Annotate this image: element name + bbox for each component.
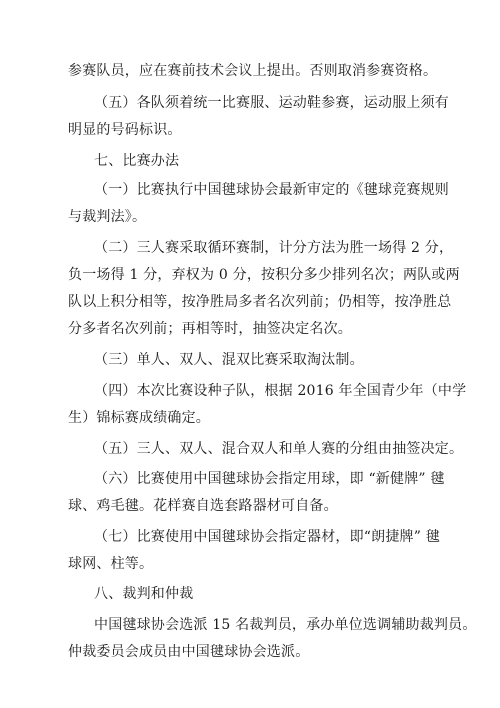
text-line-18: 球网、柱等。: [68, 556, 154, 572]
text-line-8: 负一场得 1 分，弃权为 0 分，按积分多少排列名次；两队或两: [68, 267, 460, 283]
text-line-21: 仲裁委员会成员由中国毽球协会选派。: [68, 644, 310, 660]
text-line-14: （五）三人、双人、混合双人和单人赛的分组由抽签决定。: [94, 441, 464, 457]
text-line-17: （七）比赛使用中国毽球协会指定器材，即“朗捷牌” 毽: [94, 529, 440, 545]
text-line-6: 与裁判法》。: [68, 209, 147, 225]
text-line-11: （三）单人、双人、混双比赛采取淘汰制。: [94, 352, 364, 368]
text-line-3: 明显的号码标识。: [68, 122, 182, 138]
text-line-5: （一）比赛执行中国毽球协会最新审定的《毽球竞赛规则: [94, 182, 449, 198]
text-line-16: 球、鸡毛毽。花样赛自选套路器材可自备。: [68, 498, 338, 514]
text-line-2: （五）各队须着统一比赛服、运动鞋参赛，运动服上须有: [94, 95, 449, 111]
text-line-20: 中国毽球协会选派 15 名裁判员，承办单位选调辅助裁判员。: [94, 617, 477, 633]
section-heading-referees-arbitration: 八、裁判和仲裁: [94, 586, 194, 602]
text-line-10: 分多者名次列前；再相等时，抽签决定名次。: [68, 321, 352, 337]
text-line-1: 参赛队员，应在赛前技术会议上提出。否则取消参赛资格。: [68, 63, 438, 79]
text-line-9: 队以上积分相等，按净胜局多者名次列前；仍相等，按净胜总: [68, 294, 452, 310]
text-line-7: （二）三人赛采取循环赛制，计分方法为胜一场得 2 分，: [94, 240, 454, 256]
text-line-15: （六）比赛使用中国毽球协会指定用球，即 “新健牌” 毽: [94, 471, 445, 487]
section-heading-competition-method: 七、比赛办法: [94, 153, 180, 169]
text-line-13: 生）锦标赛成绩确定。: [68, 410, 210, 426]
text-line-12: （四）本次比赛设种子队，根据 2016 年全国青少年（中学: [94, 383, 467, 399]
